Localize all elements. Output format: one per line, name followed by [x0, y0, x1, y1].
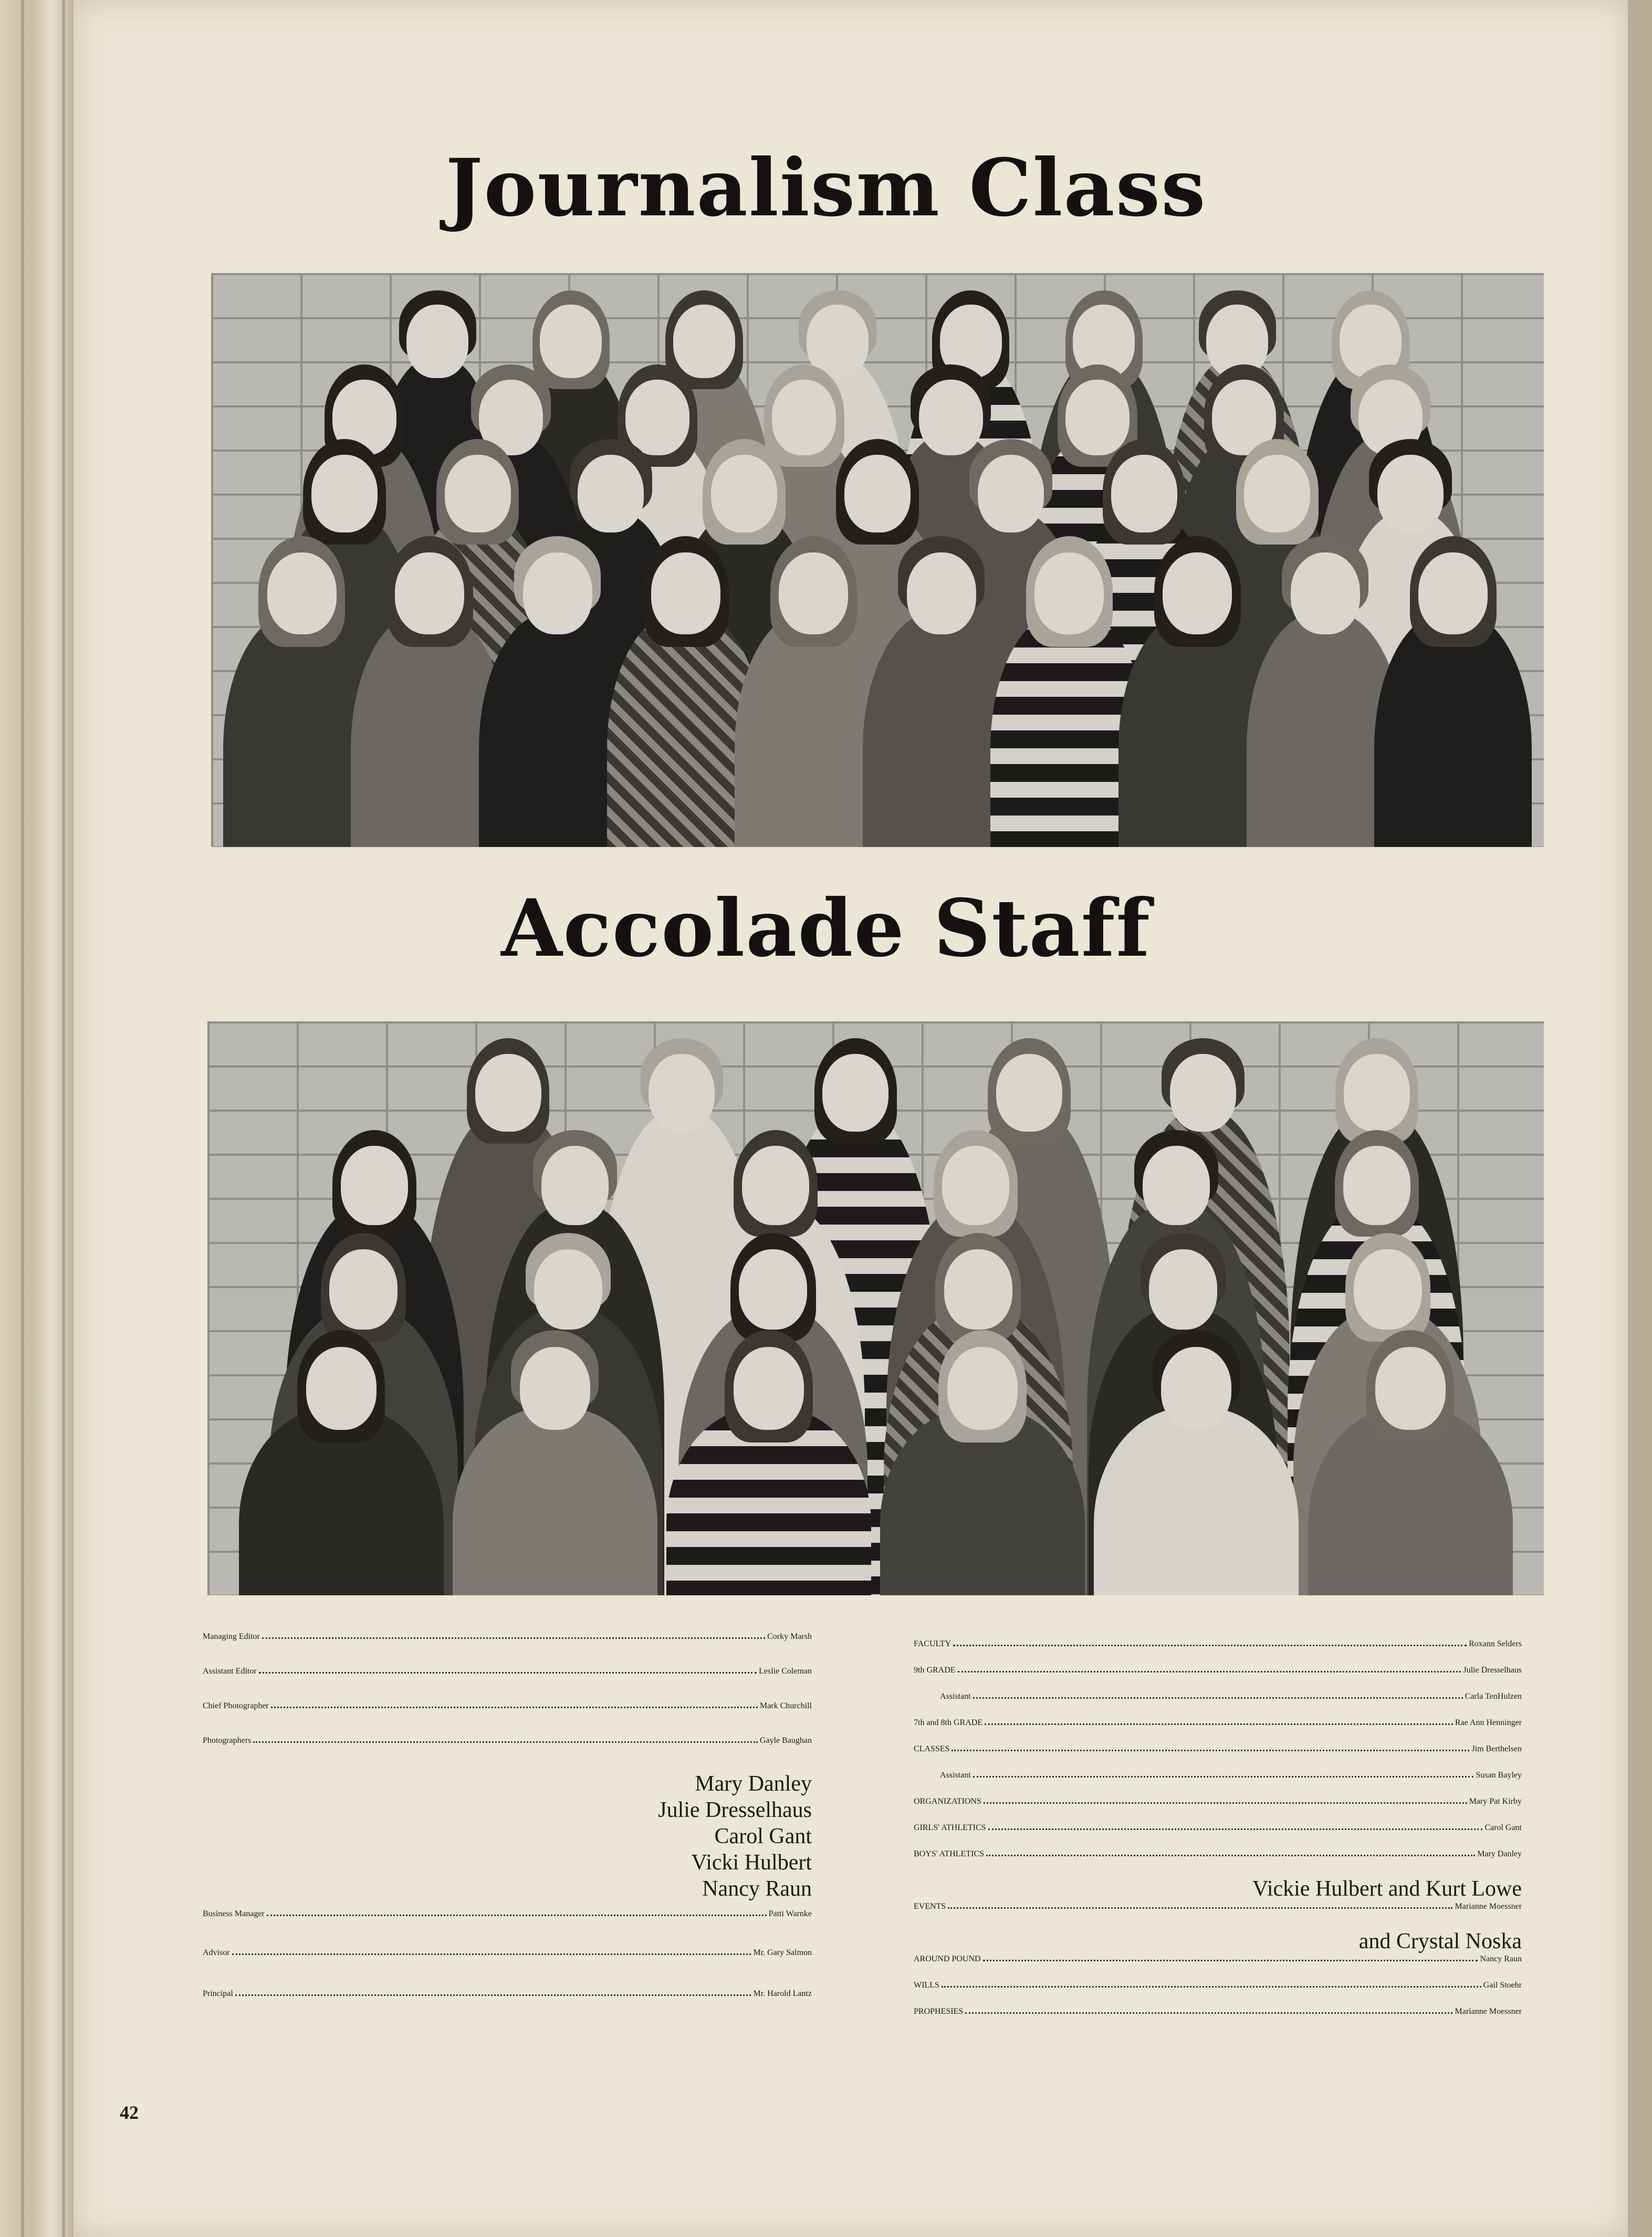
credit-row [914, 1797, 1522, 1809]
credit-row [914, 1823, 1522, 1835]
credit-role: Managing Editor [203, 1632, 260, 1641]
person [1308, 1321, 1513, 1595]
leader-dots [232, 1953, 751, 1955]
credit-name-continued: Vicki Hulbert [691, 1851, 812, 1875]
book-spine [0, 0, 74, 2237]
credit-name: Julie Dresselhaus [1463, 1666, 1522, 1675]
credit-role: ORGANIZATIONS [914, 1797, 981, 1806]
leader-dots [235, 1994, 751, 1996]
credit-row [203, 1989, 812, 2001]
credit-name: Corky Marsh [767, 1632, 812, 1641]
credit-row [914, 2007, 1522, 2019]
credit-role: Assistant Editor [203, 1667, 257, 1676]
leader-dots [984, 1802, 1467, 1804]
credit-role: FACULTY [914, 1639, 952, 1648]
credit-name: Jim Berthelsen [1471, 1744, 1522, 1753]
credit-name: Patti Warnke [768, 1909, 812, 1918]
credit-name: Mary Danley [1477, 1849, 1522, 1858]
credit-name: Nancy Raun [1480, 1954, 1522, 1963]
leader-dots [267, 1915, 767, 1916]
credit-role: Chief Photographer [203, 1701, 269, 1710]
leader-dots [952, 1750, 1469, 1751]
leader-dots [973, 1697, 1463, 1699]
accolade-staff-title: Accolade Staff [501, 882, 1151, 975]
credit-name-continued: Vickie Hulbert and Kurt Lowe [1252, 1877, 1522, 1901]
journalism-class-photo [211, 273, 1544, 847]
credit-role: 7th and 8th GRADE [914, 1718, 983, 1727]
credit-row [914, 1639, 1522, 1651]
leader-dots [965, 2012, 1452, 2014]
credit-role: BOYS' ATHLETICS [914, 1849, 985, 1858]
credit-row [914, 1849, 1522, 1862]
credit-name: Marianne Moessner [1455, 1902, 1522, 1911]
credit-name: Mr. Gary Salmon [753, 1948, 812, 1957]
credit-name: Susan Bayley [1476, 1771, 1522, 1780]
leader-dots [271, 1707, 758, 1708]
credit-row [914, 1666, 1522, 1678]
credit-name: Mary Pat Kirby [1469, 1797, 1522, 1806]
credit-role: AROUND POUND [914, 1954, 981, 1963]
person [239, 1321, 444, 1595]
person [1094, 1321, 1299, 1595]
credit-name: Mr. Harold Lantz [753, 1989, 812, 1998]
credit-name: Carla TenHulzen [1465, 1692, 1522, 1701]
person [880, 1321, 1085, 1595]
credit-row [203, 1736, 812, 1748]
credit-name: Marianne Moessner [1455, 2007, 1522, 2016]
credit-name-continued: Julie Dresselhaus [658, 1798, 812, 1822]
credit-row [203, 1701, 812, 1713]
leader-dots [948, 1907, 1452, 1909]
accolade-staff-photo [207, 1021, 1544, 1595]
credit-row [940, 1692, 1522, 1704]
credit-row [914, 1954, 1522, 1967]
credit-row [940, 1771, 1522, 1783]
leader-dots [259, 1672, 757, 1674]
credit-row [203, 1909, 812, 1921]
leader-dots [988, 1828, 1483, 1830]
credit-row [914, 1718, 1522, 1730]
credit-name: Rae Ann Henninger [1455, 1718, 1522, 1727]
page-number: 42 [120, 2102, 139, 2123]
credit-role: Business Manager [203, 1909, 265, 1918]
leader-dots [985, 1723, 1453, 1725]
credit-role: CLASSES [914, 1744, 950, 1753]
credit-row [203, 1632, 812, 1644]
credit-name-continued: Mary Danley [695, 1772, 812, 1796]
leader-dots [983, 1960, 1478, 1961]
credit-row [914, 1744, 1522, 1757]
journalism-class-title: Journalism Class [445, 142, 1207, 234]
credit-role: EVENTS [914, 1902, 946, 1911]
credit-role: Assistant [940, 1692, 971, 1701]
leader-dots [253, 1741, 757, 1743]
person [666, 1321, 871, 1595]
credit-row [203, 1948, 812, 1960]
credit-name: Gayle Baughan [759, 1736, 812, 1745]
leader-dots [942, 1986, 1481, 1988]
credit-name-continued: and Crystal Noska [1358, 1929, 1522, 1953]
credit-row [203, 1667, 812, 1679]
credit-name: Gail Stoehr [1483, 1981, 1522, 1990]
leader-dots [973, 1776, 1474, 1778]
credit-name: Mark Churchill [759, 1701, 812, 1710]
credit-name: Carol Gant [1484, 1823, 1522, 1832]
credit-row [914, 1902, 1522, 1914]
credit-name-continued: Nancy Raun [702, 1877, 812, 1901]
credit-role: Assistant [940, 1771, 971, 1780]
credit-role: 9th GRADE [914, 1666, 956, 1675]
credit-role: Photographers [203, 1736, 252, 1745]
person [1374, 527, 1532, 847]
credit-name: Leslie Coleman [759, 1667, 812, 1676]
credit-role: PROPHESIES [914, 2007, 964, 2016]
credit-role: Principal [203, 1989, 233, 1998]
leader-dots [958, 1671, 1461, 1672]
leader-dots [262, 1637, 765, 1639]
credit-role: WILLS [914, 1981, 939, 1990]
credit-name: Roxann Selders [1469, 1639, 1522, 1648]
credit-role: Advisor [203, 1948, 230, 1957]
credit-row [914, 1981, 1522, 1993]
credit-role: GIRLS' ATHLETICS [914, 1823, 986, 1832]
leader-dots [953, 1645, 1467, 1646]
person [453, 1321, 657, 1595]
credit-name-continued: Carol Gant [714, 1824, 812, 1848]
leader-dots [986, 1855, 1475, 1856]
